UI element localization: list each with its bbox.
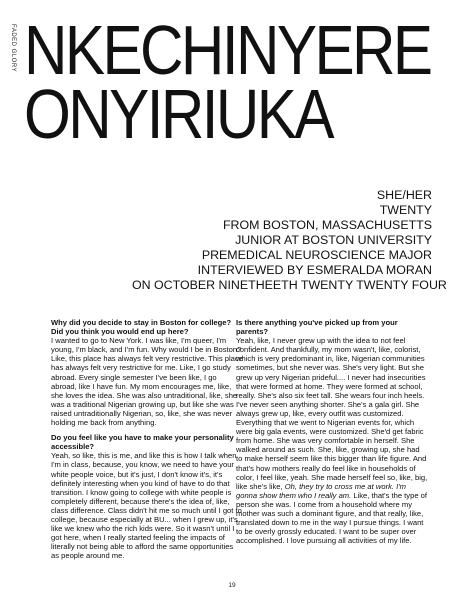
question: Why did you decide to stay in Boston for college? Did you think you would end up here?: [51, 318, 232, 337]
answer-quote: Oh, they try to cross me at work. I'm gonna show them who I really am.: [236, 481, 407, 500]
answer: I wanted to go to New York. I was like, I'm queer, I'm young, I'm black, and I'm fun. Why would I be in Boston? Like, this place has always felt very restrictive. This place has always felt very restrictive for me. Like, I go study abroad. Every single semester I've been like, I go abroad, like I have fun. My mom encourages me, like, she loves the idea. She was also untraditional, like, she was a traditional Nigerian growing up, but like she was raised untraditionally Nigerian, so, like, she was never holding me back from anything.: [51, 336, 243, 428]
answer: [236, 336, 428, 545]
name-line-first: NKECHINYERE: [24, 11, 431, 89]
question: Is there anything you've picked up from your parents?: [236, 318, 398, 337]
interviewer: INTERVIEWED BY ESMERALDA MORAN: [197, 263, 432, 277]
age: TWENTY: [379, 203, 432, 217]
section-label: FADED GLORY: [10, 24, 16, 73]
answer-text: Like, that's the type of person she was. I come from a household where my mother was such a dominant figure, and that really, like, translated down to me in the way I pursue things. I want to be overly grossly educated. I want to be super over accomplished. I love pursuing all activities of my life.: [236, 490, 427, 546]
major: PREMEDICAL NEUROSCIENCE MAJOR: [201, 248, 432, 262]
answer: Yeah, so like, this is me, and like this is how I talk when I'm in class, because, you know, we need to have your white people voice, but it's just, I don't know it's, it's definitely interesting when you kind of have to do that transition. I know going to college with white people is completely different, because there's the idea of, like, class difference. Class didn't hit me so much until I got to college, because especially at BU... when I grew up, it's like we knew who the rich kids were. So it wasn't until I got here, when I really started feeling the impacts of literally not being able to afford the same opportunities as people around me.: [51, 451, 242, 561]
school-year: JUNIOR AT BOSTON UNIVERSITY: [235, 233, 432, 247]
question: Do you feel like you have to make your personality accessible?: [51, 433, 234, 452]
interview-column-left: [51, 318, 243, 566]
interview-column-right: [236, 318, 428, 551]
profile-details: [132, 188, 447, 293]
interviewee-name: [24, 11, 431, 153]
interview-date: ON OCTOBER NINETHEETH TWENTY TWENTY FOUR: [132, 278, 447, 292]
hometown: FROM BOSTON, MASSACHUSETTS: [222, 218, 432, 232]
pronouns: SHE/HER: [376, 188, 432, 202]
name-line-last: ONYIRIUKA: [24, 75, 332, 153]
page-number: 19: [228, 582, 236, 589]
answer-text: Yeah, like, I never grew up with the idea to not feel confident. And thankfully, my mom wasn't, like, colorist, which is very predominant in, like, Nigerian communities sometimes, but she never was. She's very light. But she grew up very Nigerian prideful.... I never had insecurities that were formed at home. They were formed at school, really. She's also six feet tall. She wears four inch heels. I've never seen anything shorter. She's a gala girl. She always grew up, like, every outfit was customized. Everything that we went to Nigerian events for, which were big gala events, were customized. She'd get fabric from home. She was very comfortable in herself. She walked around as such. She, like, growing up, she had to make herself seem like this bigger than life figure. And that's how mothers really do feel like in households of color, I feel like, yeah. She made herself feel so, like, big, like she's like,: [236, 336, 428, 491]
